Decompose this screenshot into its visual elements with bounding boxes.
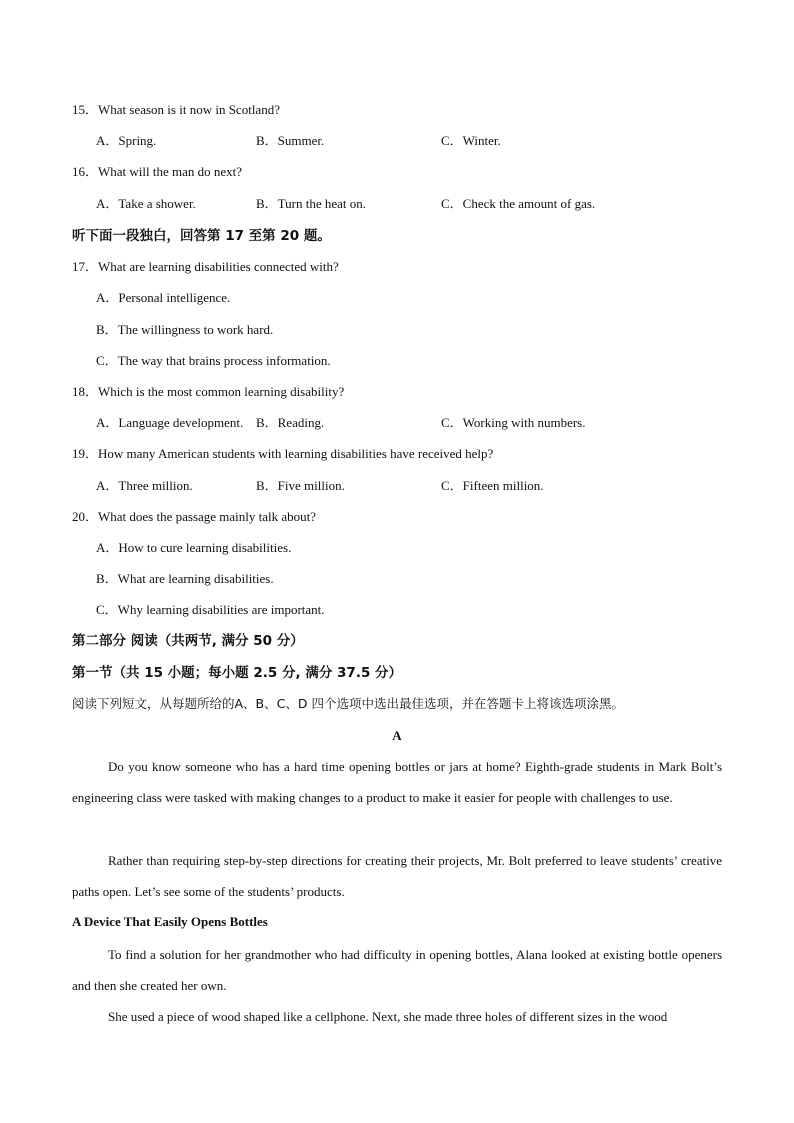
- question-17-option-c: C．The way that brains process information.: [96, 353, 331, 368]
- question-19-option-b: B．Five million.: [256, 478, 345, 493]
- question-16-stem: 16．What will the man do next?: [72, 164, 243, 179]
- question-17-option-a: A．Personal intelligence.: [96, 290, 231, 305]
- question-18-stem: 18．Which is the most common learning disability?: [72, 384, 345, 399]
- passage-paragraph-2: Rather than requiring step-by-step directions for creating their projects, Mr. Bolt preferred to leave students’ creative paths open. Let’s see some of the students’ products.: [72, 853, 722, 900]
- question-20-option-b: B．What are learning disabilities.: [96, 571, 274, 586]
- question-19-stem: 19．How many American students with learning disabilities have received help?: [72, 446, 494, 461]
- question-16-option-b: B．Turn the heat on.: [256, 196, 367, 211]
- part-two-title: 第二部分 阅读（共两节, 满分 50 分）: [72, 633, 304, 649]
- question-17-stem: 17．What are learning disabilities connected with?: [72, 259, 339, 274]
- passage-paragraph-1: Do you know someone who has a hard time opening bottles or jars at home? Eighth-grade students in Mark Bolt’s engineering class were tasked with making changes to a product to make it easier for people with challenges to use.: [72, 759, 722, 806]
- question-16-option-a: A．Take a shower.: [96, 196, 196, 211]
- question-20-option-a: A．How to cure learning disabilities.: [96, 540, 292, 555]
- question-15-option-a: A．Spring.: [96, 133, 157, 148]
- monologue-instruction: 听下面一段独白，回答第 17 至第 20 题。: [72, 228, 331, 244]
- passage-paragraph-3: To find a solution for her grandmother who had difficulty in opening bottles, Alana looked at existing bottle openers and then she created her own.: [72, 947, 722, 994]
- question-15-option-c: C．Winter.: [441, 133, 501, 148]
- question-18-option-a: A．Language development.: [96, 415, 244, 430]
- passage-subheading: A Device That Easily Opens Bottles: [72, 914, 268, 929]
- question-18-option-b: B．Reading.: [256, 415, 325, 430]
- question-18-option-c: C．Working with numbers.: [441, 415, 586, 430]
- question-15-stem: 15．What season is it now in Scotland?: [72, 102, 280, 117]
- question-20-option-c: C．Why learning disabilities are important.: [96, 602, 325, 617]
- passage-label: A: [392, 728, 402, 743]
- question-15-option-b: B．Summer.: [256, 133, 325, 148]
- passage-paragraph-4: She used a piece of wood shaped like a cellphone. Next, she made three holes of different sizes in the wood: [108, 1009, 668, 1024]
- question-19-option-c: C．Fifteen million.: [441, 478, 544, 493]
- question-20-stem: 20．What does the passage mainly talk about?: [72, 509, 317, 524]
- question-17-option-b: B．The willingness to work hard.: [96, 322, 274, 337]
- reading-instruction: 阅读下列短文，从每题所给的A、B、C、D 四个选项中选出最佳选项，并在答题卡上将该选项涂黑。: [72, 696, 624, 711]
- section-one-title: 第一节（共 15 小题；每小题 2.5 分, 满分 37.5 分）: [72, 665, 403, 681]
- question-19-option-a: A．Three million.: [96, 478, 193, 493]
- question-16-option-c: C．Check the amount of gas.: [441, 196, 596, 211]
